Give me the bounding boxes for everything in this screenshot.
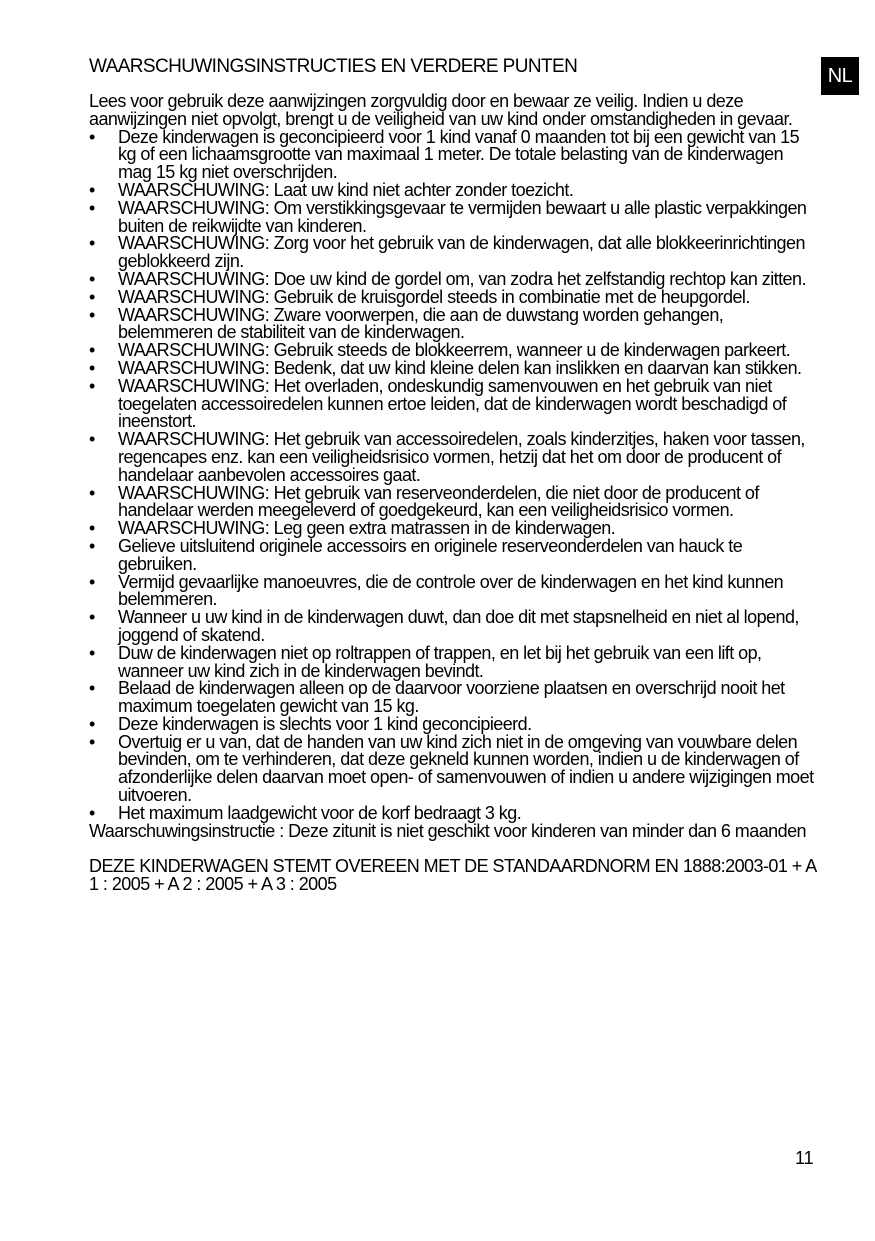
list-item bbox=[89, 431, 817, 484]
list-item-text: WAARSCHUWING: Gebruik de kruisgordel steeds in combinatie met de heupgordel. bbox=[118, 286, 750, 307]
list-item-text: Wanneer u uw kind in de kinderwagen duwt, dan doe dit met stapsnelheid en niet al lopend, joggend of skatend. bbox=[118, 607, 799, 645]
list-item bbox=[89, 235, 817, 271]
list-item bbox=[89, 535, 817, 574]
list-item-text: Deze kinderwagen is slechts voor 1 kind geconcipieerd. bbox=[118, 713, 532, 734]
list-item-text: WAARSCHUWING: Laat uw kind niet achter zonder toezicht. bbox=[118, 179, 574, 200]
bullet-icon: • bbox=[89, 482, 95, 503]
bullet-icon: • bbox=[89, 304, 95, 325]
bullet-icon: • bbox=[89, 233, 95, 254]
list-item-text: WAARSCHUWING: Doe uw kind de gordel om, van zodra het zelfstandig rechtop kan zitten. bbox=[118, 268, 806, 289]
list-item-text: WAARSCHUWING: Gebruik steeds de blokkeerrem, wanneer u de kinderwagen parkeert. bbox=[118, 340, 791, 361]
seat-unit-warning: Waarschuwingsinstructie : Deze zitunit is niet geschikt voor kinderen van minder dan 6 maanden bbox=[89, 820, 807, 841]
bullet-icon: • bbox=[89, 802, 95, 823]
bullet-icon: • bbox=[89, 731, 95, 752]
bullet-icon: • bbox=[89, 713, 95, 734]
language-tab: NL bbox=[821, 57, 859, 95]
bullet-icon: • bbox=[89, 357, 95, 378]
bullet-icon: • bbox=[89, 268, 95, 289]
intro-paragraph: Lees voor gebruik deze aanwijzingen zorgvuldig door en bewaar ze veilig. Indien u deze aanwijzingen niet opvolgt, brengt u de veiligheid van uw kind onder omstandigheden in gevaar. bbox=[89, 91, 793, 129]
list-item bbox=[89, 609, 817, 645]
list-item-text: WAARSCHUWING: Leg geen extra matrassen in de kinderwagen. bbox=[118, 518, 616, 539]
bullet-icon: • bbox=[89, 286, 95, 307]
list-item-text: Gelieve uitsluitend originele accessoirs en originele reserveonderdelen van hauck te gebruiken. bbox=[118, 535, 743, 574]
list-item-text: Overtuig er u van, dat de handen van uw kind zich niet in de omgeving van vouwbare delen bevinden, om te verhinderen, dat deze gekneld kunnen worden, indien u de kinderwagen of afzonderlijke delen daarvan moet open- of samenvouwen of indien u andere wijzigingen moet uitvoeren. bbox=[118, 731, 814, 806]
list-item-text: Duw de kinderwagen niet op roltrappen of trappen, en let bij het gebruik van een lift op, wanneer uw kind zich in de kinderwagen bevindt. bbox=[118, 642, 762, 681]
warning-list bbox=[89, 126, 817, 823]
list-item-text: WAARSCHUWING: Om verstikkingsgevaar te vermijden bewaart u alle plastic verpakkingen buiten de reikwijdte van kinderen. bbox=[118, 197, 807, 236]
document-body bbox=[89, 93, 817, 894]
list-item bbox=[89, 680, 817, 716]
page-number: 11 bbox=[795, 1148, 814, 1168]
list-item bbox=[89, 482, 817, 521]
bullet-icon: • bbox=[89, 518, 95, 539]
list-item-text: WAARSCHUWING: Bedenk, dat uw kind kleine delen kan inslikken en daarvan kan stikken. bbox=[118, 357, 802, 378]
list-item bbox=[89, 642, 817, 681]
bullet-icon: • bbox=[89, 197, 95, 218]
list-item bbox=[89, 802, 817, 823]
list-item-text: WAARSCHUWING: Zorg voor het gebruik van de kinderwagen, dat alle blokkeerinrichtingen geblokkeerd zijn. bbox=[118, 233, 805, 272]
bullet-icon: • bbox=[89, 571, 95, 592]
bullet-icon: • bbox=[89, 375, 95, 396]
list-item-text: Deze kinderwagen is geconcipieerd voor 1 kind vanaf 0 maanden tot bij een gewicht van 15 kg of een lichaamsgrootte van maximaal 1 meter. De totale belasting van de kinderwagen mag 15 kg niet overschrijden. bbox=[118, 126, 800, 183]
list-item-text: WAARSCHUWING: Het overladen, ondeskundig samenvouwen en het gebruik van niet toegelaten accessoiredelen kunnen ertoe leiden, dat de kinderwagen wordt beschadigd of ineenstort. bbox=[118, 375, 787, 432]
bullet-icon: • bbox=[89, 607, 95, 628]
bullet-icon: • bbox=[89, 429, 95, 450]
list-item bbox=[89, 571, 817, 610]
bullet-icon: • bbox=[89, 678, 95, 699]
page-title: WAARSCHUWINGSINSTRUCTIES EN VERDERE PUNTEN bbox=[89, 56, 578, 77]
list-item bbox=[89, 126, 817, 183]
list-item bbox=[89, 731, 817, 806]
list-item-text: Belaad de kinderwagen alleen op de daarvoor voorziene plaatsen en overschrijd nooit het maximum toegelaten gewicht van 15 kg. bbox=[118, 678, 785, 717]
list-item-text: WAARSCHUWING: Het gebruik van reserveonderdelen, die niet door de producent of handelaar werden meegeleverd of goedgekeurd, kan een veiligheidsrisico vormen. bbox=[118, 482, 759, 521]
bullet-icon: • bbox=[89, 340, 95, 361]
list-item bbox=[89, 197, 817, 236]
list-item-text: Het maximum laadgewicht voor de korf bedraagt 3 kg. bbox=[118, 802, 522, 823]
standard-compliance: DEZE KINDERWAGEN STEMT OVEREEN MET DE STANDAARDNORM EN 1888:2003-01 + A 1 : 2005 + A 2 : 2005 + A 3 : 2005 bbox=[89, 856, 816, 895]
list-item-text: WAARSCHUWING: Zware voorwerpen, die aan de duwstang worden gehangen, belemmeren de stabiliteit van de kinderwagen. bbox=[118, 304, 724, 343]
list-item-text: Vermijd gevaarlijke manoeuvres, die de controle over de kinderwagen en het kind kunnen belemmeren. bbox=[118, 571, 784, 610]
bullet-icon: • bbox=[89, 126, 95, 147]
bullet-icon: • bbox=[89, 179, 95, 200]
bullet-icon: • bbox=[89, 535, 95, 556]
list-item bbox=[89, 375, 817, 432]
list-item-text: WAARSCHUWING: Het gebruik van accessoiredelen, zoals kinderzitjes, haken voor tassen, regencapes enz. kan een veiligheidsrisico vormen, hetzij dat het om door de producent of handelaar aanbevolen accessoires gaat. bbox=[118, 429, 805, 485]
list-item bbox=[89, 304, 817, 343]
bullet-icon: • bbox=[89, 642, 95, 663]
